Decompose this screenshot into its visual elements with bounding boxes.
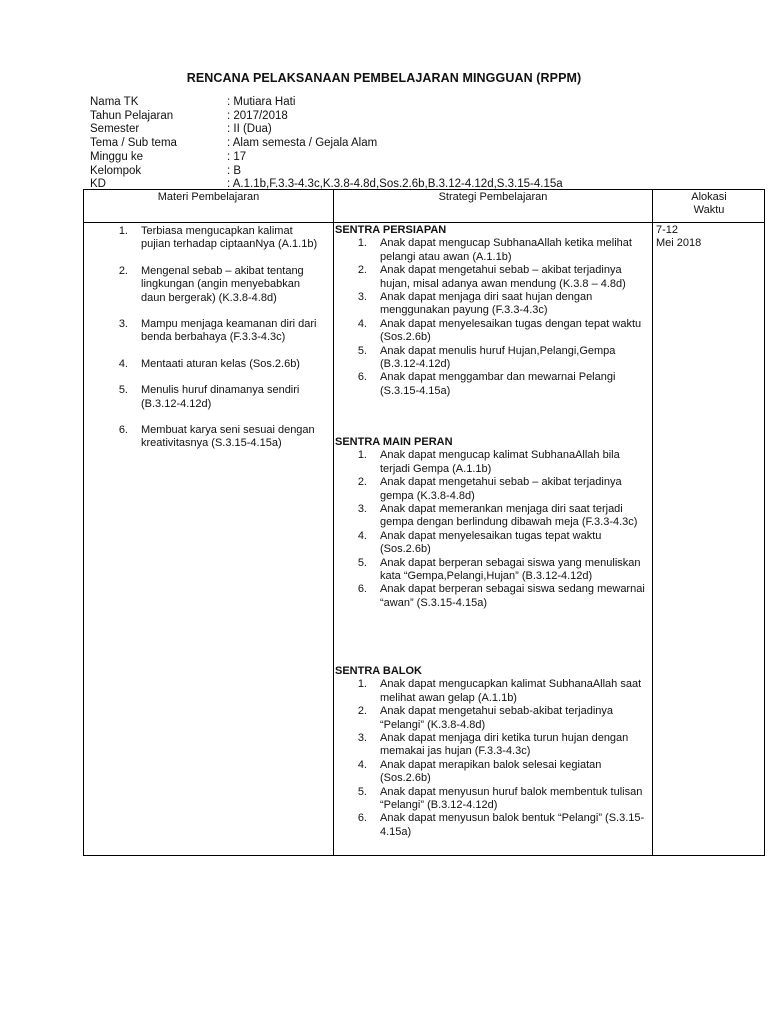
item-text: Anak dapat menggambar dan mewarnai Pelangi (S.3.15-4.15a) [380, 371, 616, 397]
list-item [335, 318, 647, 345]
item-text: Anak dapat menjaga diri saat hujan dengan menggunakan payung (F.3.3-4.3c) [380, 291, 593, 317]
item-number: 4. [357, 758, 367, 771]
header-alokasi [653, 191, 765, 217]
alokasi-month: Mei 2018 [656, 237, 702, 250]
item-text: Anak dapat menyelesaikan tugas dengan tepat waktu (Sos.2.6b) [380, 317, 642, 344]
item-number: 1. [357, 449, 367, 462]
item-text: Mengenal sebab – akibat tentang lingkungan (angin menyebabkan daun bergerak) (K.3.8-4.8d) [141, 264, 304, 304]
info-row [90, 110, 563, 124]
info-value: : 2017/2018 [227, 109, 288, 122]
item-text: Mampu menjaga keamanan diri dari benda berbahaya (F.3.3-4.3c) [141, 318, 317, 344]
column-divider [652, 190, 653, 855]
item-text: Anak dapat mengucapkan kalimat SubhanaAllah saat melihat awan gelap (A.1.1b) [380, 678, 642, 704]
item-text: Anak dapat memerankan menjaga diri saat terjadi gempa dengan berlindung dibawah meja (F.3.3-4.3c) [380, 503, 638, 529]
info-row [90, 165, 563, 179]
list-item [335, 264, 647, 291]
materi-column [84, 225, 324, 464]
sentra-persiapan [335, 224, 647, 398]
list-item [335, 759, 647, 786]
info-label: Semester [90, 123, 140, 136]
list-item [335, 732, 647, 759]
info-value: : Mutiara Hati [227, 96, 296, 108]
list-item [335, 678, 647, 705]
item-number: 2. [118, 264, 128, 277]
item-text: Anak dapat menyelesaikan tugas tepat waktu (Sos.2.6b) [380, 529, 602, 556]
item-number: 5. [357, 785, 367, 798]
item-text: Menulis huruf dinamanya sendiri (B.3.12-4.12d) [141, 384, 300, 410]
item-number: 5. [118, 384, 128, 397]
info-row [90, 151, 563, 165]
info-value: : Alam semesta / Gejala Alam [227, 137, 378, 150]
info-label: Tahun Pelajaran [90, 109, 174, 122]
info-label: Nama TK [90, 96, 139, 108]
list-item [84, 424, 324, 451]
item-text: Anak dapat mengucap kalimat SubhanaAllah bila terjadi Gempa (A.1.1b) [380, 449, 620, 475]
list-item [335, 371, 647, 398]
item-text: Anak dapat berperan sebagai siswa sedang mewarnai “awan” (S.3.15-4.15a) [380, 583, 645, 609]
column-divider [333, 190, 334, 855]
item-text: Membuat karya seni sesuai dengan kreativitasnya (S.3.15-4.15a) [141, 424, 315, 450]
alokasi-dates: 7-12 [656, 224, 679, 236]
list-item [84, 358, 324, 371]
item-number: 1. [118, 225, 128, 237]
header-strategi: Strategi Pembelajaran [438, 191, 548, 203]
item-number: 2. [357, 476, 367, 489]
item-text: Anak dapat menjaga diri ketika turun hujan dengan memakai jas hujan (F.3.3-4.3c) [380, 732, 629, 758]
item-number: 5. [357, 556, 367, 569]
info-value: : A.1.1b,F.3.3-4.3c,K.3.8-4.8d,Sos.2.6b,B.3.12-4.12d,S.3.15-4.15a [227, 178, 563, 191]
list-item [335, 530, 647, 557]
item-number: 3. [357, 291, 367, 304]
item-number: 4. [357, 317, 367, 330]
item-number: 6. [357, 583, 367, 596]
list-item [335, 812, 647, 839]
list-item [335, 503, 647, 530]
list-item [335, 237, 647, 264]
list-item [335, 291, 647, 318]
info-label: Minggu ke [90, 150, 144, 163]
info-value: : B [227, 164, 242, 177]
item-number: 2. [357, 264, 367, 277]
item-number: 4. [118, 357, 128, 370]
info-label: Tema / Sub tema [90, 137, 177, 150]
item-number: 5. [357, 344, 367, 357]
header-alokasi-line1: Alokasi [691, 191, 727, 203]
info-block [90, 96, 563, 192]
info-row [90, 123, 563, 137]
alokasi-waktu [656, 224, 701, 251]
item-text: Anak dapat mengetahui sebab-akibat terjadinya “Pelangi” (K.3.8-4.8d) [380, 705, 613, 731]
list-item [84, 318, 324, 345]
item-number: 3. [118, 318, 128, 331]
item-number: 3. [357, 503, 367, 516]
info-label: KD [90, 178, 106, 191]
item-number: 2. [357, 705, 367, 718]
list-item [335, 583, 647, 610]
list-item [335, 705, 647, 732]
item-number: 6. [357, 812, 367, 825]
header-divider [84, 222, 764, 223]
list-item [335, 449, 647, 476]
item-text: Anak dapat berperan sebagai siswa yang menuliskan kata “Gempa,Pelangi,Hujan” (B.3.12-4.12d) [380, 556, 641, 583]
item-text: Anak dapat mengetahui sebab – akibat terjadinya hujan, misal adanya awan mendung (K.3.8 – 4.8d) [380, 264, 626, 290]
info-value: : II (Dua) [227, 123, 272, 136]
item-text: Anak dapat menyusun balok bentuk “Pelangi” (S.3.15-4.15a) [380, 812, 645, 838]
sentra-title: SENTRA MAIN PERAN [335, 436, 453, 448]
item-number: 1. [357, 237, 367, 250]
sentra-title: SENTRA PERSIAPAN [335, 224, 447, 236]
info-label: Kelompok [90, 164, 142, 177]
item-text: Mentaati aturan kelas (Sos.2.6b) [141, 357, 300, 370]
item-text: Anak dapat menulis huruf Hujan,Pelangi,Gempa (B.3.12-4.12d) [380, 344, 616, 371]
list-item [84, 384, 324, 411]
page-title: RENCANA PELAKSANAAN PEMBELAJARAN MINGGUAN (RPPM) [186, 71, 582, 85]
item-text: Anak dapat mengucap SubhanaAllah ketika melihat pelangi atau awan (A.1.1b) [380, 237, 632, 263]
item-text: Terbiasa mengucapkan kalimat pujian terhadap ciptaanNya (A.1.1b) [141, 225, 318, 251]
sentra-title: SENTRA BALOK [335, 665, 422, 677]
list-item [335, 476, 647, 503]
item-number: 1. [357, 678, 367, 691]
sentra-balok [335, 665, 647, 839]
list-item [335, 786, 647, 813]
header-alokasi-line2: Waktu [693, 204, 725, 216]
item-text: Anak dapat merapikan balok selesai kegiatan (Sos.2.6b) [380, 758, 602, 785]
item-number: 4. [357, 529, 367, 542]
list-item [335, 557, 647, 584]
rppm-table [83, 189, 765, 856]
info-row [90, 137, 563, 151]
item-text: Anak dapat menyusun huruf balok membentuk tulisan “Pelangi” (B.3.12-4.12d) [380, 785, 643, 812]
item-text: Anak dapat mengetahui sebab – akibat terjadinya gempa (K.3.8-4.8d) [380, 476, 622, 502]
item-number: 3. [357, 732, 367, 745]
list-item [84, 225, 324, 252]
header-materi: Materi Pembelajaran [157, 191, 260, 203]
item-number: 6. [118, 424, 128, 437]
info-value: : 17 [227, 150, 247, 163]
sentra-main-peran [335, 436, 647, 610]
list-item [84, 265, 324, 305]
info-row [90, 96, 563, 110]
list-item [335, 345, 647, 372]
item-number: 6. [357, 371, 367, 384]
